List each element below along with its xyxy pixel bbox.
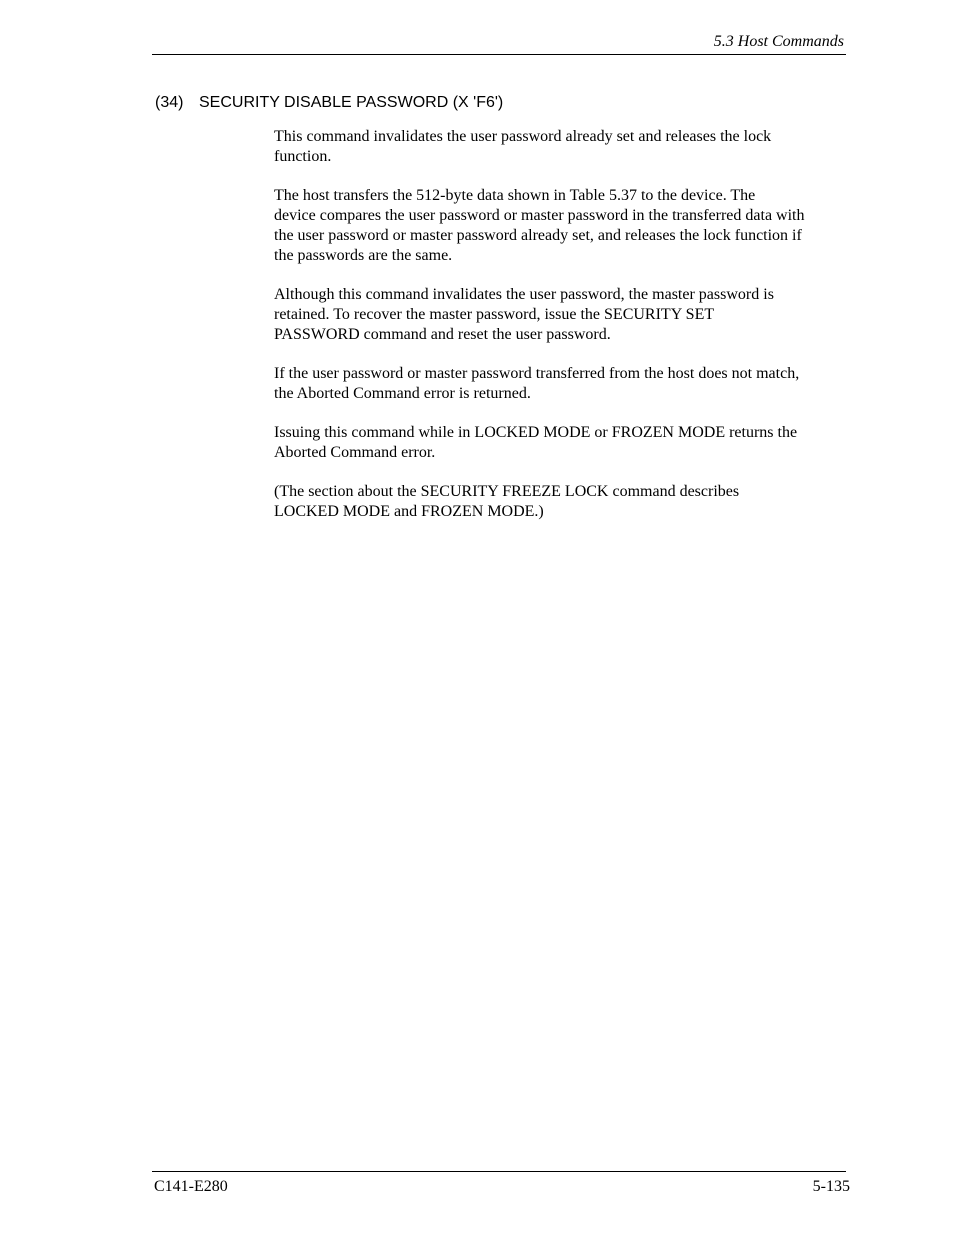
page-footer xyxy=(152,1171,850,1202)
paragraph-4: If the user password or master password transferred from the host does not match, the Aborted Command error is returned. xyxy=(274,365,800,402)
paragraph-1: This command invalidates the user password already set and releases the lock function. xyxy=(274,128,772,165)
header-section-title: 5.3 Host Commands xyxy=(713,33,844,50)
section-number: (34) xyxy=(155,94,184,111)
section-title: SECURITY DISABLE PASSWORD (X 'F6') xyxy=(199,94,504,111)
page-header xyxy=(152,30,846,55)
page-number: 5-135 xyxy=(812,1178,850,1195)
document-id: C141-E280 xyxy=(154,1178,228,1195)
section-heading xyxy=(155,93,503,113)
paragraph-5: Issuing this command while in LOCKED MODE or FROZEN MODE returns the Aborted Command error. xyxy=(274,424,798,461)
paragraph-2: The host transfers the 512-byte data shown in Table 5.37 to the device. The device compares the user password or master password in the transferred data with the user password or master password already set, and releases the lock function if the passwords are the same. xyxy=(274,187,805,264)
body-text xyxy=(274,127,846,541)
paragraph-3: Although this command invalidates the user password, the master password is retained. To recover the master password, issue the SECURITY SET PASSWORD command and reset the user password. xyxy=(274,286,774,343)
paragraph-6: (The section about the SECURITY FREEZE LOCK command describes LOCKED MODE and FROZEN MODE.) xyxy=(274,483,740,520)
